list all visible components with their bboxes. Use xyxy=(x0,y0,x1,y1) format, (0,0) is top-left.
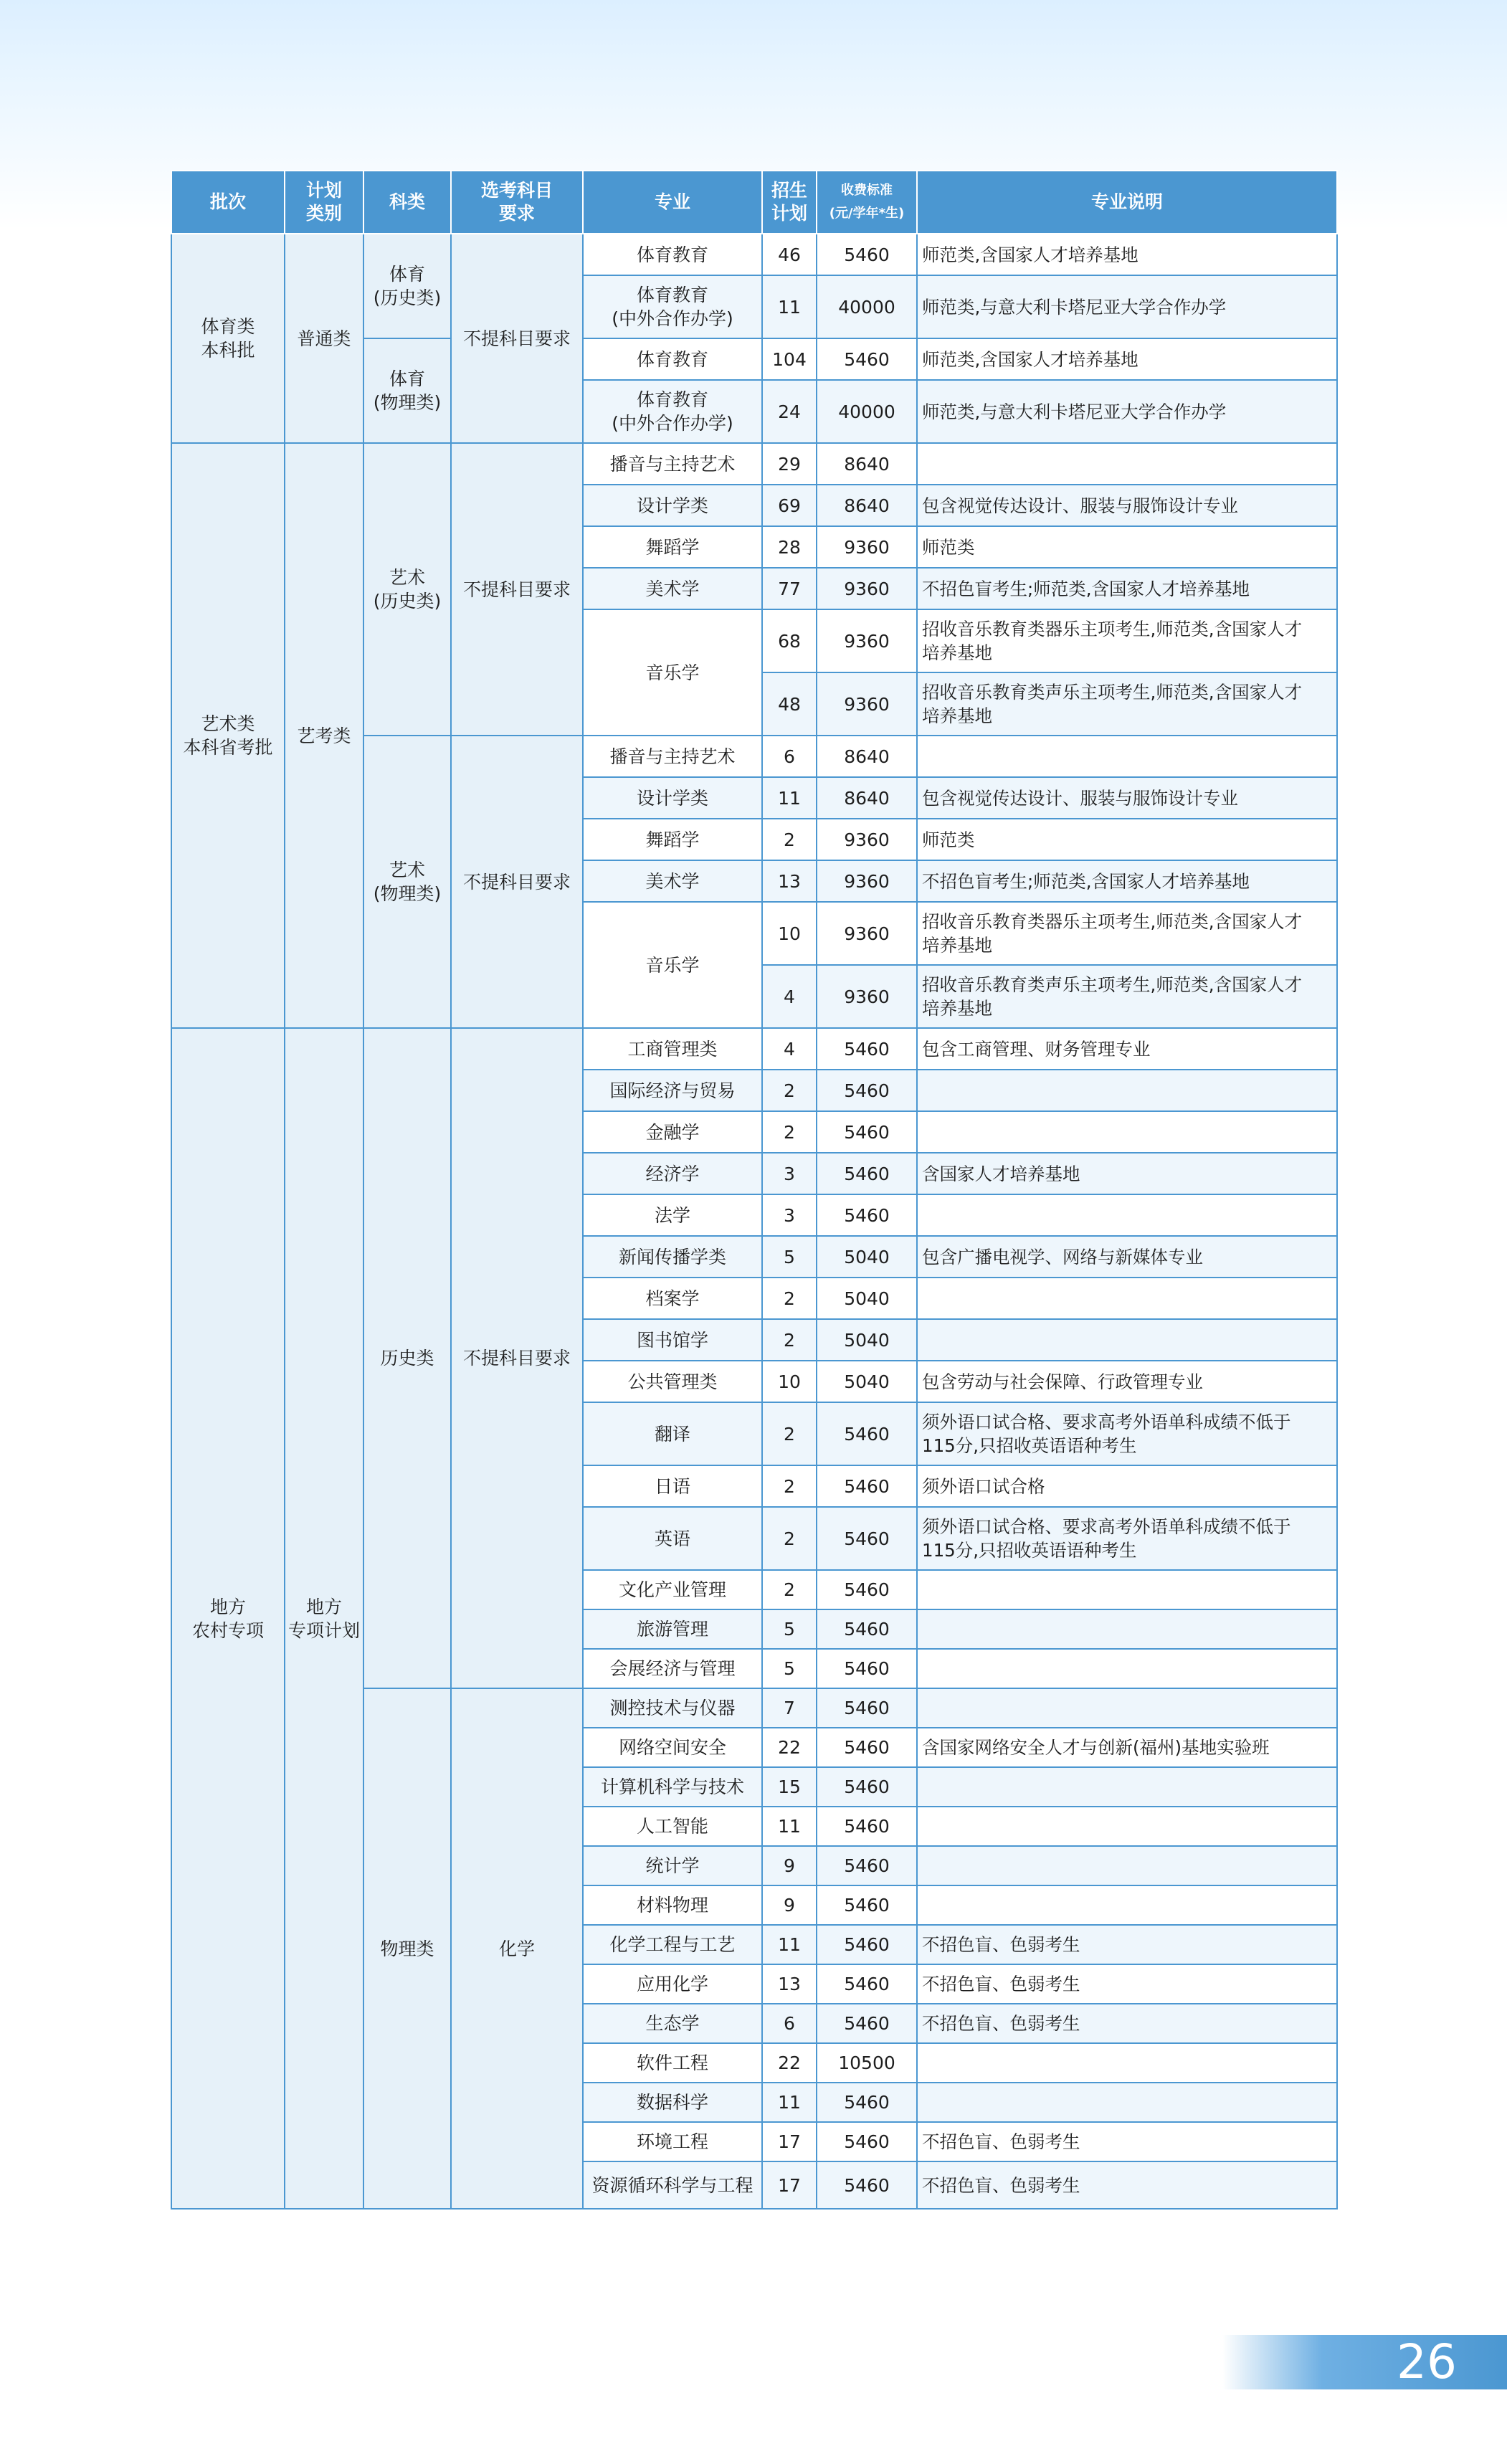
enroll-count-cell: 10 xyxy=(762,902,817,965)
major-cell: 资源循环科学与工程 xyxy=(583,2161,762,2209)
enroll-count-cell: 5 xyxy=(762,1609,817,1649)
fee-cell: 5460 xyxy=(817,1846,917,1885)
enroll-count-cell: 2 xyxy=(762,1319,817,1361)
major-cell: 新闻传播学类 xyxy=(583,1236,762,1278)
major-cell: 生态学 xyxy=(583,2004,762,2043)
plan-type-cell: 普通类 xyxy=(285,234,363,443)
note-cell xyxy=(917,1570,1337,1609)
fee-cell: 40000 xyxy=(817,380,917,443)
plan-type-cell: 地方 专项计划 xyxy=(285,1028,363,2209)
fee-cell: 5040 xyxy=(817,1236,917,1278)
page-number: 26 xyxy=(1397,2334,1457,2389)
note-cell xyxy=(917,1807,1337,1846)
enroll-count-cell: 17 xyxy=(762,2122,817,2161)
fee-cell: 5460 xyxy=(817,1111,917,1153)
enroll-count-cell: 68 xyxy=(762,609,817,672)
enroll-count-cell: 11 xyxy=(762,777,817,819)
header-note: 专业说明 xyxy=(917,171,1337,234)
major-cell: 数据科学 xyxy=(583,2083,762,2122)
required-subjects-cell: 不提科目要求 xyxy=(451,443,583,736)
major-cell: 计算机科学与技术 xyxy=(583,1767,762,1807)
major-cell: 网络空间安全 xyxy=(583,1728,762,1767)
note-cell xyxy=(917,1609,1337,1649)
enroll-count-cell: 11 xyxy=(762,1807,817,1846)
enroll-count-cell: 22 xyxy=(762,1728,817,1767)
fee-cell: 5460 xyxy=(817,1194,917,1236)
major-cell: 公共管理类 xyxy=(583,1361,762,1402)
enroll-count-cell: 11 xyxy=(762,2083,817,2122)
major-cell: 测控技术与仪器 xyxy=(583,1688,762,1728)
major-cell: 国际经济与贸易 xyxy=(583,1070,762,1111)
fee-cell: 9360 xyxy=(817,609,917,672)
enroll-count-cell: 28 xyxy=(762,526,817,568)
note-cell xyxy=(917,2083,1337,2122)
subject-type-cell: 历史类 xyxy=(363,1028,451,1688)
enroll-count-cell: 2 xyxy=(762,1507,817,1570)
major-cell: 软件工程 xyxy=(583,2043,762,2083)
enroll-count-cell: 2 xyxy=(762,819,817,860)
major-cell: 体育教育 (中外合作办学) xyxy=(583,380,762,443)
fee-cell: 9360 xyxy=(817,860,917,902)
enroll-count-cell: 17 xyxy=(762,2161,817,2209)
enroll-count-cell: 69 xyxy=(762,485,817,526)
batch-cell: 地方 农村专项 xyxy=(171,1028,285,2209)
fee-cell: 9360 xyxy=(817,902,917,965)
page-number-tab xyxy=(1222,2335,1507,2389)
major-cell: 经济学 xyxy=(583,1153,762,1194)
major-cell: 化学工程与工艺 xyxy=(583,1925,762,1964)
major-cell: 音乐学 xyxy=(583,609,762,736)
note-cell: 师范类,含国家人才培养基地 xyxy=(917,338,1337,380)
table-row xyxy=(171,443,1337,485)
note-cell xyxy=(917,1319,1337,1361)
batch-cell: 体育类 本科批 xyxy=(171,234,285,443)
enroll-count-cell: 6 xyxy=(762,2004,817,2043)
note-cell xyxy=(917,443,1337,485)
note-cell: 包含劳动与社会保障、行政管理专业 xyxy=(917,1361,1337,1402)
note-cell: 招收音乐教育类声乐主项考生,师范类,含国家人才 培养基地 xyxy=(917,672,1337,736)
enroll-count-cell: 2 xyxy=(762,1111,817,1153)
note-cell: 包含视觉传达设计、服装与服饰设计专业 xyxy=(917,777,1337,819)
note-cell: 不招色盲、色弱考生 xyxy=(917,2004,1337,2043)
note-cell: 师范类 xyxy=(917,526,1337,568)
fee-cell: 8640 xyxy=(817,736,917,777)
enroll-count-cell: 2 xyxy=(762,1278,817,1319)
fee-cell: 10500 xyxy=(817,2043,917,2083)
enroll-count-cell: 48 xyxy=(762,672,817,736)
major-cell: 应用化学 xyxy=(583,1964,762,2004)
batch-cell: 艺术类 本科省考批 xyxy=(171,443,285,1028)
fee-cell: 5460 xyxy=(817,2083,917,2122)
fee-cell: 5460 xyxy=(817,1728,917,1767)
fee-cell: 5460 xyxy=(817,2122,917,2161)
fee-cell: 5460 xyxy=(817,1153,917,1194)
note-cell: 含国家人才培养基地 xyxy=(917,1153,1337,1194)
major-cell: 英语 xyxy=(583,1507,762,1570)
enroll-count-cell: 13 xyxy=(762,860,817,902)
major-cell: 设计学类 xyxy=(583,485,762,526)
major-cell: 人工智能 xyxy=(583,1807,762,1846)
enroll-count-cell: 3 xyxy=(762,1153,817,1194)
enroll-count-cell: 22 xyxy=(762,2043,817,2083)
fee-cell: 5460 xyxy=(817,2004,917,2043)
subject-type-cell: 物理类 xyxy=(363,1688,451,2209)
note-cell xyxy=(917,1278,1337,1319)
enroll-count-cell: 29 xyxy=(762,443,817,485)
enroll-count-cell: 11 xyxy=(762,1925,817,1964)
fee-cell: 5460 xyxy=(817,1885,917,1925)
fee-cell: 5460 xyxy=(817,1649,917,1688)
note-cell: 须外语口试合格、要求高考外语单科成绩不低于 115分,只招收英语语种考生 xyxy=(917,1402,1337,1465)
subject-type-cell: 体育 (历史类) xyxy=(363,234,451,338)
fee-cell: 5460 xyxy=(817,1688,917,1728)
major-cell: 旅游管理 xyxy=(583,1609,762,1649)
note-cell: 师范类 xyxy=(917,819,1337,860)
note-cell: 不招色盲、色弱考生 xyxy=(917,2161,1337,2209)
fee-cell: 5040 xyxy=(817,1361,917,1402)
major-cell: 体育教育 (中外合作办学) xyxy=(583,275,762,338)
note-cell: 师范类,含国家人才培养基地 xyxy=(917,234,1337,275)
fee-cell: 5040 xyxy=(817,1278,917,1319)
note-cell: 招收音乐教育类声乐主项考生,师范类,含国家人才 培养基地 xyxy=(917,965,1337,1028)
note-cell: 包含广播电视学、网络与新媒体专业 xyxy=(917,1236,1337,1278)
enroll-count-cell: 15 xyxy=(762,1767,817,1807)
table-row xyxy=(171,1028,1337,1070)
fee-cell: 5460 xyxy=(817,1767,917,1807)
enroll-count-cell: 104 xyxy=(762,338,817,380)
subject-type-cell: 艺术 (历史类) xyxy=(363,443,451,736)
subject-type-cell: 体育 (物理类) xyxy=(363,338,451,443)
note-cell: 不招色盲考生;师范类,含国家人才培养基地 xyxy=(917,568,1337,609)
fee-cell: 5460 xyxy=(817,338,917,380)
note-cell xyxy=(917,2043,1337,2083)
header-required-subjects: 选考科目 要求 xyxy=(451,171,583,234)
major-cell: 播音与主持艺术 xyxy=(583,443,762,485)
note-cell: 不招色盲、色弱考生 xyxy=(917,1925,1337,1964)
major-cell: 翻译 xyxy=(583,1402,762,1465)
note-cell xyxy=(917,736,1337,777)
enroll-count-cell: 3 xyxy=(762,1194,817,1236)
required-subjects-cell: 不提科目要求 xyxy=(451,1028,583,1688)
major-cell: 日语 xyxy=(583,1465,762,1507)
note-cell xyxy=(917,1194,1337,1236)
admission-plan-table-container xyxy=(171,170,1336,2209)
major-cell: 体育教育 xyxy=(583,338,762,380)
plan-type-cell: 艺考类 xyxy=(285,443,363,1028)
fee-cell: 9360 xyxy=(817,568,917,609)
fee-cell: 5460 xyxy=(817,1925,917,1964)
header-plan-type: 计划 类别 xyxy=(285,171,363,234)
note-cell: 包含工商管理、财务管理专业 xyxy=(917,1028,1337,1070)
fee-cell: 5460 xyxy=(817,1070,917,1111)
note-cell: 须外语口试合格、要求高考外语单科成绩不低于 115分,只招收英语语种考生 xyxy=(917,1507,1337,1570)
fee-cell: 8640 xyxy=(817,485,917,526)
table-row xyxy=(171,234,1337,275)
note-cell: 招收音乐教育类器乐主项考生,师范类,含国家人才 培养基地 xyxy=(917,902,1337,965)
enroll-count-cell: 4 xyxy=(762,1028,817,1070)
note-cell: 不招色盲考生;师范类,含国家人才培养基地 xyxy=(917,860,1337,902)
major-cell: 会展经济与管理 xyxy=(583,1649,762,1688)
note-cell: 不招色盲、色弱考生 xyxy=(917,2122,1337,2161)
major-cell: 环境工程 xyxy=(583,2122,762,2161)
fee-cell: 8640 xyxy=(817,443,917,485)
major-cell: 设计学类 xyxy=(583,777,762,819)
subject-type-cell: 艺术 (物理类) xyxy=(363,736,451,1028)
fee-cell: 9360 xyxy=(817,819,917,860)
fee-cell: 5460 xyxy=(817,1028,917,1070)
fee-cell: 5460 xyxy=(817,1609,917,1649)
fee-cell: 5460 xyxy=(817,1964,917,2004)
major-cell: 档案学 xyxy=(583,1278,762,1319)
note-cell xyxy=(917,1885,1337,1925)
required-subjects-cell: 不提科目要求 xyxy=(451,234,583,443)
fee-cell: 8640 xyxy=(817,777,917,819)
fee-cell: 5460 xyxy=(817,1807,917,1846)
note-cell xyxy=(917,1070,1337,1111)
note-cell xyxy=(917,1688,1337,1728)
major-cell: 美术学 xyxy=(583,860,762,902)
enroll-count-cell: 2 xyxy=(762,1402,817,1465)
note-cell: 含国家网络安全人才与创新(福州)基地实验班 xyxy=(917,1728,1337,1767)
major-cell: 图书馆学 xyxy=(583,1319,762,1361)
note-cell: 师范类,与意大利卡塔尼亚大学合作办学 xyxy=(917,275,1337,338)
major-cell: 统计学 xyxy=(583,1846,762,1885)
fee-cell: 5460 xyxy=(817,2161,917,2209)
enroll-count-cell: 9 xyxy=(762,1846,817,1885)
note-cell: 招收音乐教育类器乐主项考生,师范类,含国家人才 培养基地 xyxy=(917,609,1337,672)
fee-cell: 5460 xyxy=(817,1570,917,1609)
enroll-count-cell: 6 xyxy=(762,736,817,777)
major-cell: 体育教育 xyxy=(583,234,762,275)
note-cell: 须外语口试合格 xyxy=(917,1465,1337,1507)
enroll-count-cell: 46 xyxy=(762,234,817,275)
fee-cell: 9360 xyxy=(817,965,917,1028)
major-cell: 舞蹈学 xyxy=(583,819,762,860)
required-subjects-cell: 化学 xyxy=(451,1688,583,2209)
fee-cell: 5460 xyxy=(817,1402,917,1465)
note-cell xyxy=(917,1767,1337,1807)
fee-cell: 9360 xyxy=(817,672,917,736)
major-cell: 舞蹈学 xyxy=(583,526,762,568)
enroll-count-cell: 2 xyxy=(762,1465,817,1507)
header-fee: 收费标准 (元/学年*生) xyxy=(817,171,917,234)
note-cell xyxy=(917,1111,1337,1153)
table-header-row xyxy=(171,171,1337,234)
fee-cell: 9360 xyxy=(817,526,917,568)
major-cell: 文化产业管理 xyxy=(583,1570,762,1609)
fee-cell: 5460 xyxy=(817,1465,917,1507)
enroll-count-cell: 5 xyxy=(762,1649,817,1688)
header-major: 专业 xyxy=(583,171,762,234)
major-cell: 播音与主持艺术 xyxy=(583,736,762,777)
note-cell: 包含视觉传达设计、服装与服饰设计专业 xyxy=(917,485,1337,526)
note-cell xyxy=(917,1649,1337,1688)
enroll-count-cell: 7 xyxy=(762,1688,817,1728)
major-cell: 工商管理类 xyxy=(583,1028,762,1070)
enroll-count-cell: 77 xyxy=(762,568,817,609)
major-cell: 美术学 xyxy=(583,568,762,609)
fee-cell: 40000 xyxy=(817,275,917,338)
enroll-count-cell: 2 xyxy=(762,1570,817,1609)
major-cell: 材料物理 xyxy=(583,1885,762,1925)
enroll-count-cell: 4 xyxy=(762,965,817,1028)
fee-cell: 5460 xyxy=(817,234,917,275)
note-cell xyxy=(917,1846,1337,1885)
header-subject-type: 科类 xyxy=(363,171,451,234)
fee-cell: 5040 xyxy=(817,1319,917,1361)
major-cell: 金融学 xyxy=(583,1111,762,1153)
header-enroll: 招生 计划 xyxy=(762,171,817,234)
enroll-count-cell: 9 xyxy=(762,1885,817,1925)
enroll-count-cell: 10 xyxy=(762,1361,817,1402)
enroll-count-cell: 24 xyxy=(762,380,817,443)
fee-cell: 5460 xyxy=(817,1507,917,1570)
required-subjects-cell: 不提科目要求 xyxy=(451,736,583,1028)
major-cell: 音乐学 xyxy=(583,902,762,1028)
enroll-count-cell: 5 xyxy=(762,1236,817,1278)
note-cell: 不招色盲、色弱考生 xyxy=(917,1964,1337,2004)
enroll-count-cell: 13 xyxy=(762,1964,817,2004)
note-cell: 师范类,与意大利卡塔尼亚大学合作办学 xyxy=(917,380,1337,443)
admission-plan-table xyxy=(171,170,1338,2209)
major-cell: 法学 xyxy=(583,1194,762,1236)
enroll-count-cell: 2 xyxy=(762,1070,817,1111)
header-batch: 批次 xyxy=(171,171,285,234)
enroll-count-cell: 11 xyxy=(762,275,817,338)
